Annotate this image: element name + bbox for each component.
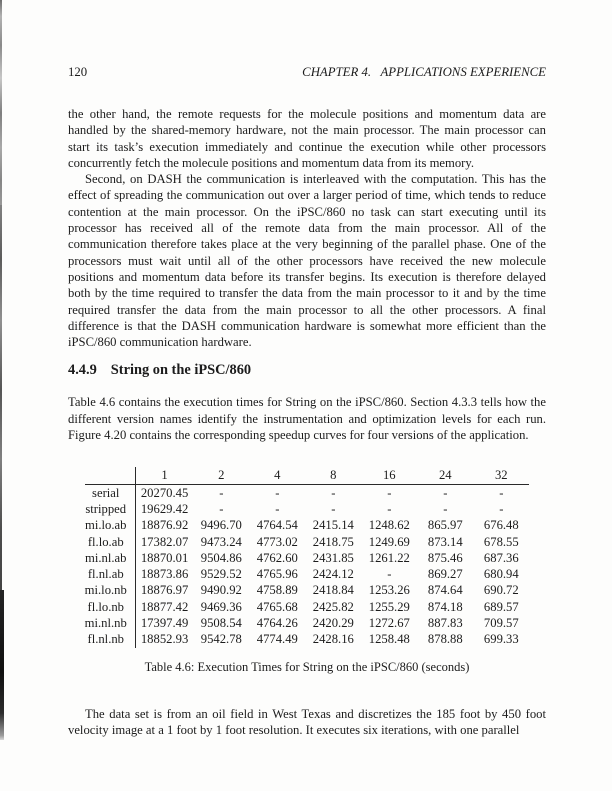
table-cell: - — [499, 501, 504, 516]
table-cell: 20270.45 — [140, 485, 189, 500]
column-header-16: 16 — [361, 467, 417, 484]
scan-edge-artifact — [0, 590, 4, 740]
row-label: mi.nl.ab — [85, 550, 136, 566]
table-cell: 18873.86 — [140, 567, 189, 582]
table-cell: 9490.92 — [200, 583, 242, 598]
table-caption: Table 4.6: Execution Times for String on the iPSC/860 (seconds) — [144, 659, 470, 674]
table-row-fl.nl.ab — [85, 566, 530, 582]
column-header-32: 32 — [473, 467, 529, 484]
paragraph-1: the other hand, the remote requests for the molecule positions and momentum data are handled by the shared-memory hardware, not the main processor. The main processor can start its task’s execution immediately and continue the execution while other processors concurrently fetch the molecule positions and momentum data from its memory. — [68, 107, 546, 170]
table-cell: 1253.26 — [368, 583, 410, 598]
table-cell: 874.18 — [427, 599, 463, 614]
table-cell: 17382.07 — [140, 534, 189, 549]
table-cell: 4765.68 — [256, 599, 298, 614]
table-cell: 2424.12 — [312, 567, 354, 582]
table-cell: 4764.54 — [256, 518, 298, 533]
section-heading — [68, 361, 546, 379]
running-header — [68, 65, 546, 80]
section-title: String on the iPSC/860 — [110, 362, 252, 379]
table-cell: 9496.70 — [200, 518, 242, 533]
row-label: fl.nl.nb — [85, 631, 136, 647]
table-cell: - — [219, 501, 224, 516]
table-row-mi.nl.nb — [85, 615, 530, 631]
table-cell: 18852.93 — [140, 632, 189, 647]
table-row-serial — [85, 484, 530, 501]
table-cell: 2415.14 — [312, 518, 354, 533]
table-row-stripped — [85, 501, 530, 517]
row-label: stripped — [85, 501, 136, 517]
table-row-mi.lo.ab — [85, 517, 530, 533]
table-cell: 874.64 — [427, 583, 463, 598]
table-cell: 4762.60 — [256, 550, 298, 565]
table-cell: 1258.48 — [368, 632, 410, 647]
table-cell: 9504.86 — [200, 550, 242, 565]
table-cell: 17397.49 — [140, 616, 189, 631]
column-header-24: 24 — [417, 467, 473, 484]
table-cell: 2420.29 — [312, 616, 354, 631]
table-header-row — [85, 467, 530, 484]
table-cell: - — [275, 501, 280, 516]
row-label: mi.lo.ab — [85, 517, 136, 533]
table-cell: 1261.22 — [368, 550, 410, 565]
table-row-mi.lo.nb — [85, 582, 530, 598]
table-cell: 2418.84 — [312, 583, 354, 598]
column-header-1: 1 — [135, 467, 193, 484]
row-label: fl.lo.ab — [85, 534, 136, 550]
table-cell: 676.48 — [483, 518, 519, 533]
table-cell: 878.88 — [427, 632, 463, 647]
table-cell: 2428.16 — [312, 632, 354, 647]
table-cell: 687.36 — [483, 550, 519, 565]
row-label: fl.nl.ab — [85, 566, 136, 582]
table-cell: 1272.67 — [368, 616, 410, 631]
scan-edge-artifact — [0, 205, 2, 590]
table-cell: 678.55 — [483, 534, 519, 549]
table-cell: 2431.85 — [312, 550, 354, 565]
table-cell: - — [387, 501, 392, 516]
column-header-2: 2 — [193, 467, 249, 484]
table-row-fl.nl.nb — [85, 631, 530, 647]
table-cell: - — [331, 485, 336, 500]
table-cell: 9469.36 — [200, 599, 242, 614]
table-cell: - — [387, 485, 392, 500]
table-cell: 4758.89 — [256, 583, 298, 598]
row-label: fl.lo.nb — [85, 599, 136, 615]
table-cell: 18877.42 — [140, 599, 189, 614]
table-cell: 9529.52 — [200, 567, 242, 582]
table-cell: 1249.69 — [368, 534, 410, 549]
table-cell: 875.46 — [427, 550, 463, 565]
table-cell: 690.72 — [483, 583, 519, 598]
table-cell: 865.97 — [427, 518, 463, 533]
table-corner-cell — [85, 467, 136, 484]
table-cell: 2418.75 — [312, 534, 354, 549]
section-number: 4.4.9 — [68, 362, 97, 379]
table-cell: - — [387, 567, 392, 582]
table-cell: 680.94 — [483, 567, 519, 582]
table-cell: 1255.29 — [368, 599, 410, 614]
paragraph-2: Second, on DASH the communication is interleaved with the computation. This has the effect of spreading the communication out over a larger period of time, which tends to reduce contention at the main processor. On the iPSC/860 no task can start executing until its processor has received all of the remote data from the main processor. All of the communication therefore takes place at the very beginning of the parallel phase. One of the processors must wait until all of the other processors have received the new molecule positions and momentum data before its transfer begins. Its execution is therefore delayed both by the time required to transfer the data from the main processor to it and by the time required transfer the data from the main processor to all the other processors. A final difference is that the DASH communication hardware is somewhat more efficient than the iPSC/860 communication hardware. — [68, 172, 546, 350]
table-cell: 873.14 — [427, 534, 463, 549]
row-label: mi.nl.nb — [85, 615, 136, 631]
column-header-4: 4 — [249, 467, 305, 484]
table-cell: 18876.97 — [140, 583, 189, 598]
table-cell: - — [443, 485, 448, 500]
table-cell: - — [219, 485, 224, 500]
table-cell: 18870.01 — [140, 550, 189, 565]
page-number: 120 — [68, 65, 88, 79]
table-row-mi.nl.ab — [85, 550, 530, 566]
scan-edge-artifact — [0, 0, 2, 205]
table-cell: - — [331, 501, 336, 516]
table-cell: - — [275, 485, 280, 500]
execution-times-table — [85, 467, 530, 647]
table-cell: 4774.49 — [256, 632, 298, 647]
column-header-8: 8 — [305, 467, 361, 484]
table-cell: 9542.78 — [200, 632, 242, 647]
table-cell: 18876.92 — [140, 518, 189, 533]
table-cell: 9473.24 — [200, 534, 242, 549]
table-cell: 4765.96 — [256, 567, 298, 582]
table-cell: 709.57 — [483, 616, 519, 631]
page-content — [68, 106, 546, 739]
table-cell: - — [499, 485, 504, 500]
table-cell: - — [443, 501, 448, 516]
table-cell: 699.33 — [483, 632, 519, 647]
table-row-fl.lo.ab — [85, 534, 530, 550]
row-label: serial — [85, 484, 136, 501]
paragraph-4: The data set is from an oil field in West Texas and discretizes the 185 foot by 450 foot velocity image at a 1 foot by 1 foot resolution. It executes six iterations, with one parallel — [68, 706, 546, 738]
table-cell: 869.27 — [427, 567, 463, 582]
table-cell: 1248.62 — [368, 518, 410, 533]
paragraph-3: Table 4.6 contains the execution times for String on the iPSC/860. Section 4.3.3 tells how the different version names identify the instrumentation and optimization levels for each run. Figure 4.20 contains the corresponding speedup curves for four versions of the application. — [68, 395, 546, 443]
table-cell: 4764.26 — [256, 616, 298, 631]
table-cell: 4773.02 — [256, 534, 298, 549]
table-cell: 887.83 — [427, 616, 463, 631]
chapter-title: CHAPTER 4. APPLICATIONS EXPERIENCE — [302, 65, 546, 79]
table-cell: 9508.54 — [200, 616, 242, 631]
table-cell: 19629.42 — [140, 501, 189, 516]
table-cell: 689.57 — [483, 599, 519, 614]
row-label: mi.lo.nb — [85, 582, 136, 598]
table-row-fl.lo.nb — [85, 599, 530, 615]
table-cell: 2425.82 — [312, 599, 354, 614]
